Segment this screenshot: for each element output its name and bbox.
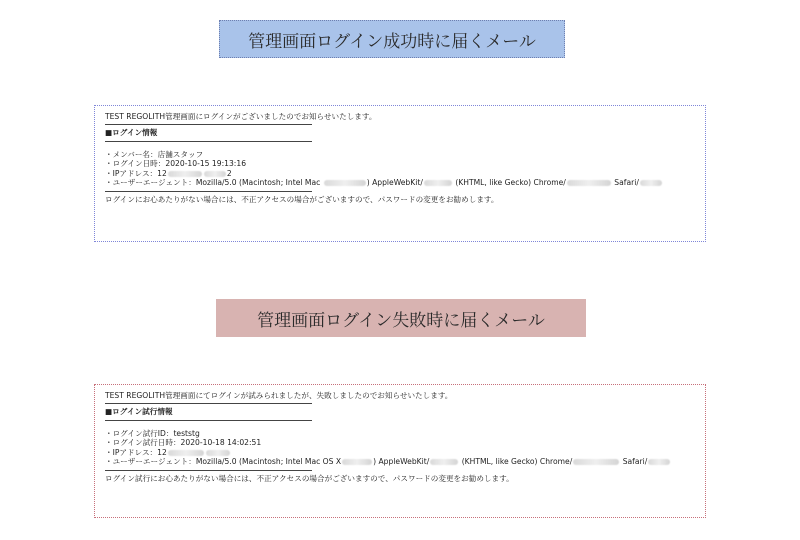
success-intro: TEST REGOLITH管理画面にログインがございましたのでお知らせいたします。 xyxy=(105,112,377,121)
success-ua-part-b: ) AppleWebKit/ xyxy=(366,178,423,188)
success-ua-part-c: (KHTML, like Gecko) Chrome/ xyxy=(455,178,566,188)
redacted-value xyxy=(342,459,372,465)
divider xyxy=(105,124,312,125)
redacted-value xyxy=(648,459,670,465)
failure-ua-part-a: ・ユーザーエージェント：Mozilla/5.0 (Macintosh; Intel Mac OS X xyxy=(105,457,342,467)
success-section-title: ■ログイン情報 xyxy=(105,128,158,138)
redacted-value xyxy=(168,450,204,456)
failure-footer: ログイン試行にお心あたりがない場合には、不正アクセスの場合がございますので、パスワードの変更をお勧めします。 xyxy=(105,473,514,483)
failure-section-title: ■ログイン試行情報 xyxy=(105,407,173,417)
failure-ip-line xyxy=(105,448,695,457)
divider xyxy=(105,470,312,471)
failure-user-agent-line xyxy=(105,457,695,466)
failure-login-id-line: ・ログイン試行ID：teststg xyxy=(105,428,200,438)
success-ip-line xyxy=(105,169,695,178)
success-email-preview xyxy=(94,105,706,242)
failure-email-preview xyxy=(94,384,706,518)
success-footer: ログインにお心あたりがない場合には、不正アクセスの場合がございますので、パスワードの変更をお勧めします。 xyxy=(105,194,499,204)
failure-ua-part-c: (KHTML, like Gecko) Chrome/ xyxy=(461,457,573,467)
success-user-agent-line xyxy=(105,178,695,187)
success-email-heading-text: 管理画面ログイン成功時に届くメール xyxy=(248,31,536,52)
success-ip-prefix: ・IPアドレス：12 xyxy=(105,168,167,178)
success-ip-suffix: 2 xyxy=(226,168,232,178)
failure-email-heading-text: 管理画面ログイン失敗時に届くメール xyxy=(257,310,545,331)
redacted-value xyxy=(324,180,366,186)
failure-email-heading xyxy=(216,299,586,337)
redacted-value xyxy=(640,180,662,186)
redacted-value xyxy=(567,180,611,186)
redacted-value xyxy=(204,171,226,177)
divider xyxy=(105,403,312,404)
redacted-value xyxy=(424,180,452,186)
redacted-value xyxy=(206,450,230,456)
failure-datetime-line: ・ログイン試行日時：2020-10-18 14:02:51 xyxy=(105,438,262,448)
failure-intro: TEST REGOLITH管理画面にてログインが試みられましたが、失敗しましたのでお知らせいたします。 xyxy=(105,391,453,400)
redacted-value xyxy=(430,459,458,465)
failure-ip-prefix: ・IPアドレス：12 xyxy=(105,447,167,457)
redacted-value xyxy=(573,459,619,465)
redacted-value xyxy=(168,171,202,177)
failure-ua-part-b: ) AppleWebKit/ xyxy=(373,457,430,467)
success-member-line: ・メンバー名：店舗スタッフ xyxy=(105,149,204,159)
success-datetime-line: ・ログイン日時：2020-10-15 19:13:16 xyxy=(105,159,247,169)
divider xyxy=(105,420,312,421)
failure-ua-part-d: Safari/ xyxy=(622,457,648,467)
success-ua-part-d: Safari/ xyxy=(614,178,639,188)
success-ua-part-a: ・ユーザーエージェント：Mozilla/5.0 (Macintosh; Intel Mac xyxy=(105,178,321,188)
success-email-heading xyxy=(219,20,565,58)
divider xyxy=(105,141,312,142)
divider xyxy=(105,191,312,192)
